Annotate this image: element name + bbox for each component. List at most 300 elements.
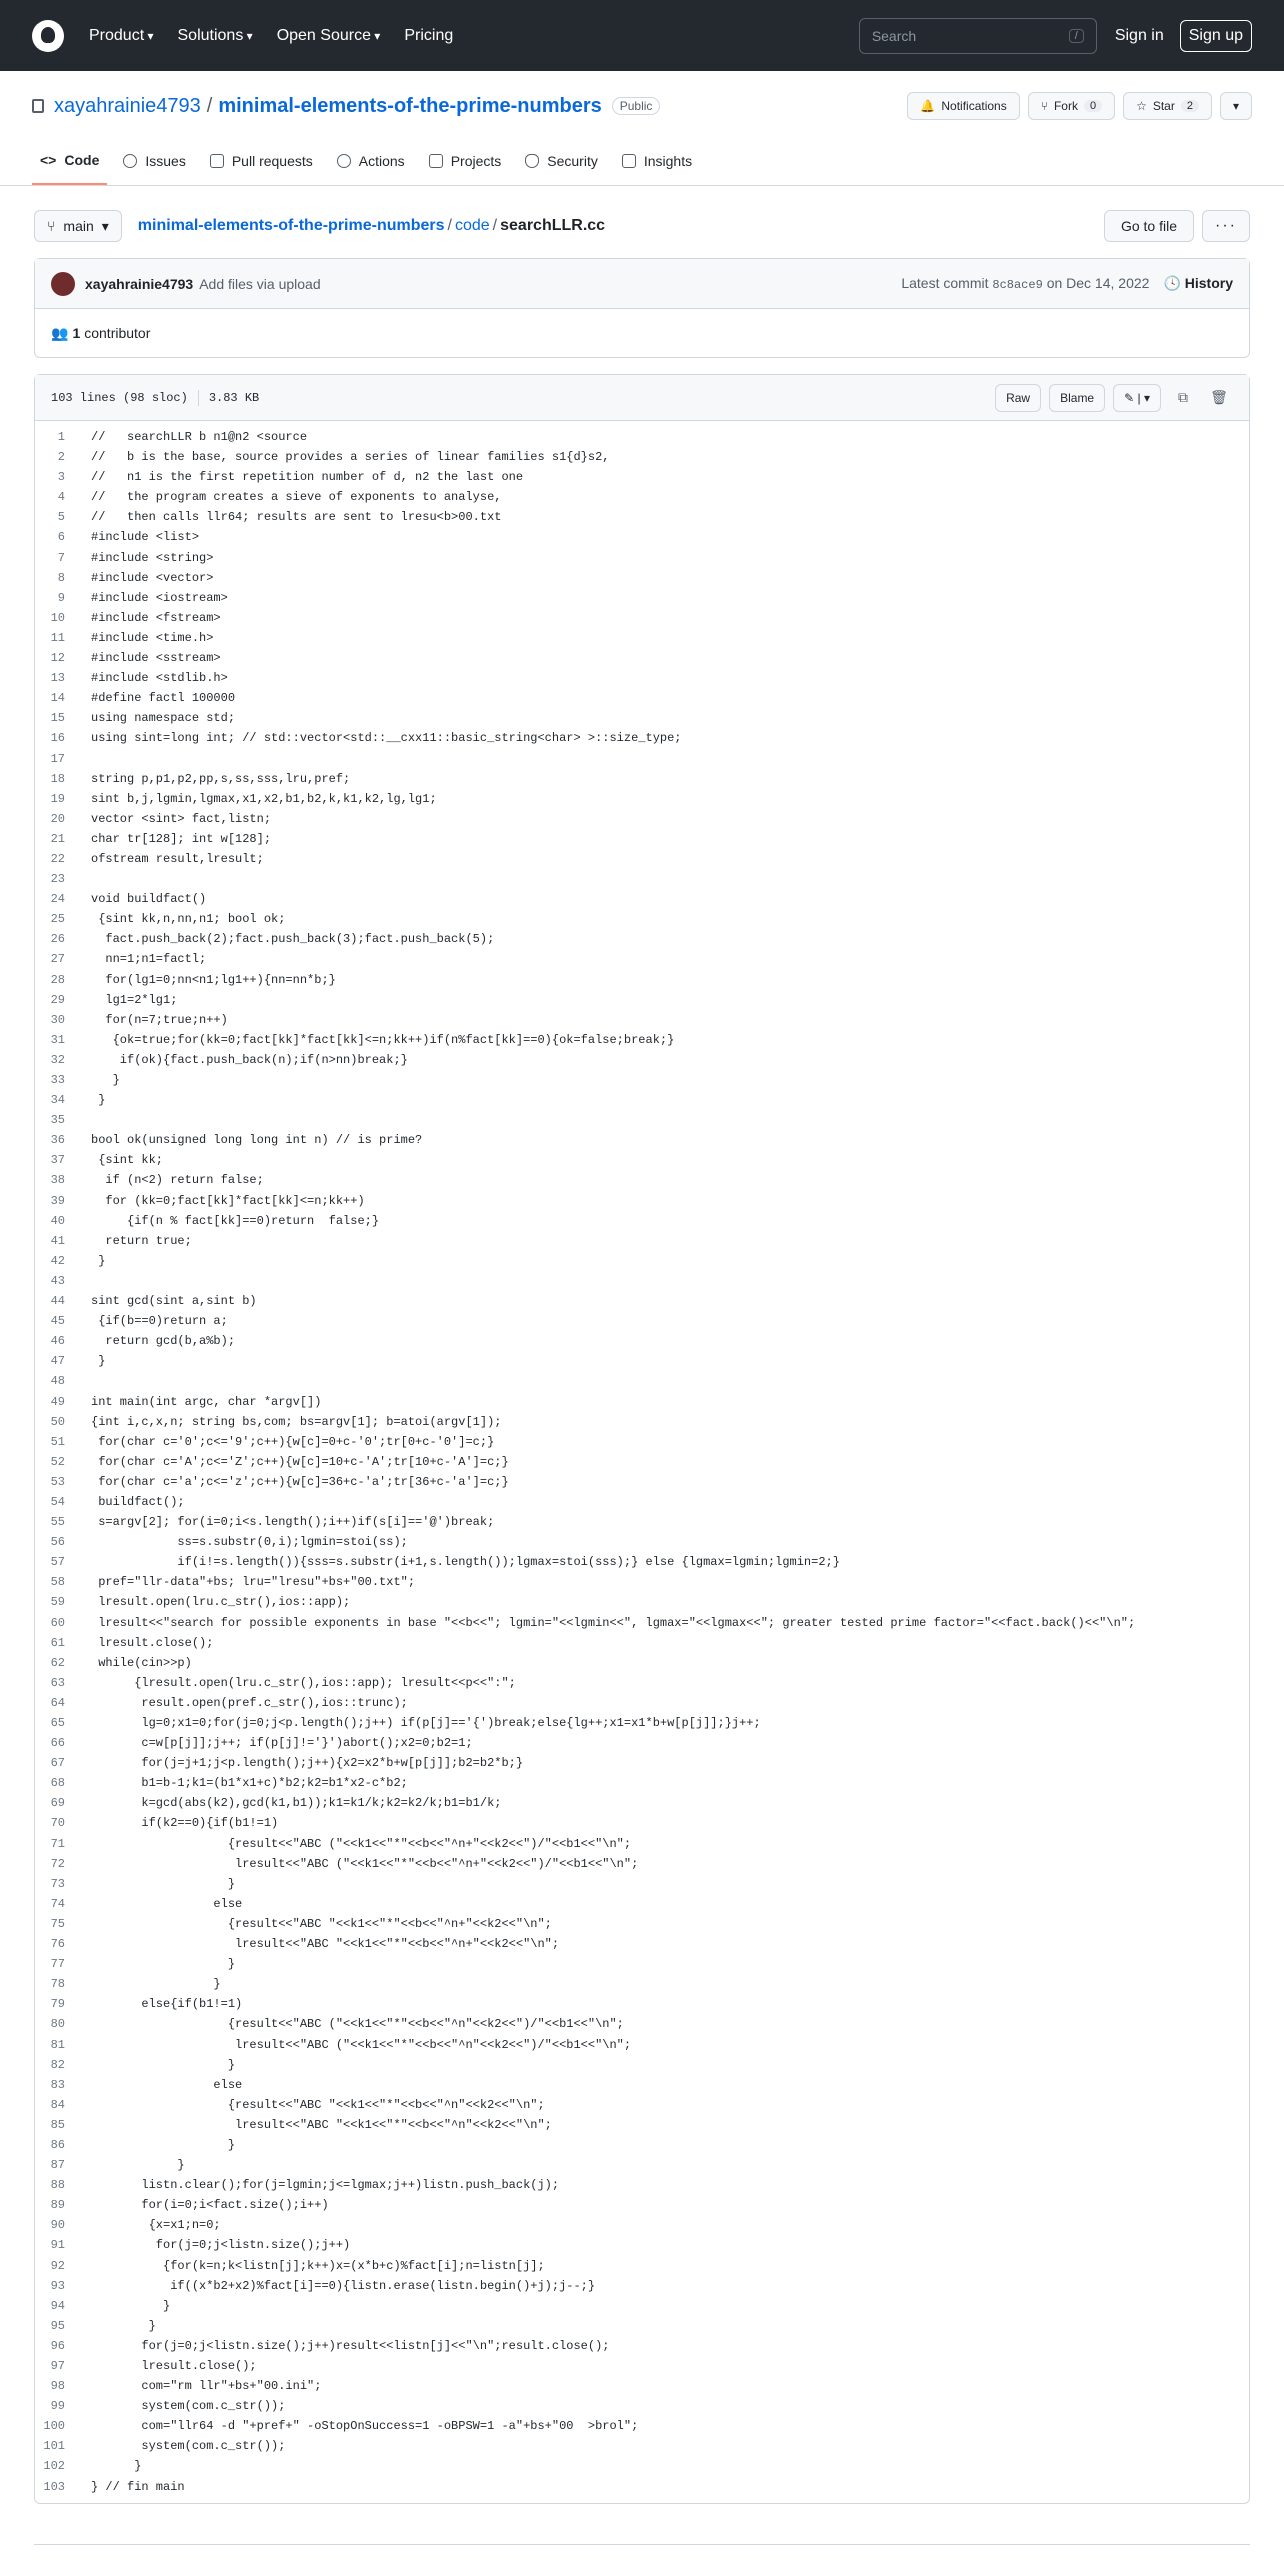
code-line	[35, 1050, 1249, 1070]
code-line	[35, 1532, 1249, 1552]
line-text: system(com.c_str());	[91, 2439, 286, 2454]
line-number[interactable]: 90	[50, 2218, 65, 2233]
line-number[interactable]: 27	[50, 952, 65, 967]
line-text: fact.push_back(2);fact.push_back(3);fact.push_back(5);	[91, 932, 495, 947]
line-number[interactable]: 94	[50, 2298, 65, 2313]
line-text: }	[91, 1354, 106, 1369]
commit-box	[34, 258, 1250, 358]
code-line	[35, 1793, 1249, 1813]
tab-label: Security	[547, 153, 598, 169]
tab-label: Code	[64, 152, 100, 168]
line-number[interactable]: 92	[50, 2258, 65, 2273]
tab-security[interactable]	[517, 137, 606, 185]
line-number[interactable]: 28	[50, 972, 65, 987]
code-line	[35, 2376, 1249, 2396]
latest-commit-info	[901, 275, 1149, 292]
copy-icon[interactable]: ⧉	[1178, 389, 1188, 405]
line-number[interactable]: 35	[50, 1113, 65, 1128]
line-text: // then calls llr64; results are sent to lresu<b>00.txt	[91, 510, 502, 525]
line-text	[75, 749, 91, 769]
line-text: for (kk=0;fact[kk]*fact[kk]<=n;kk++)	[91, 1193, 365, 1208]
line-text: if (n<2) return false;	[91, 1173, 264, 1188]
line-text: c=w[p[j]];j++; if(p[j]!='}')abort();x2=0;b2=1;	[91, 1736, 473, 1751]
line-number[interactable]: 86	[50, 2137, 65, 2152]
line-number[interactable]: 22	[50, 851, 65, 866]
line-text: {if(n % fact[kk]==0)return false;}	[91, 1213, 380, 1228]
line-number[interactable]: 82	[50, 2057, 65, 2072]
line-number[interactable]: 40	[50, 1213, 65, 1228]
code-lines	[35, 421, 1249, 2503]
code-line	[35, 2456, 1249, 2476]
branch-select[interactable]	[34, 210, 122, 242]
line-text: while(cin>>p)	[91, 1655, 192, 1670]
line-number[interactable]: 102	[43, 2459, 65, 2474]
line-number[interactable]: 93	[50, 2278, 65, 2293]
line-number[interactable]: 11	[50, 630, 65, 645]
code-line	[35, 1512, 1249, 1532]
line-number[interactable]: 70	[50, 1816, 65, 1831]
line-number[interactable]: 79	[50, 1997, 65, 2012]
star-button[interactable]	[1123, 92, 1212, 120]
line-text: lresult<<"search for possible exponents in base "<<b<<"; lgmin="<<lgmin<<", lgmax="<<lgmax<<"; greater tested prime factor="<<fact.back()<<"\n";	[91, 1615, 1136, 1630]
fork-button[interactable]	[1028, 92, 1115, 120]
line-number[interactable]: 44	[50, 1294, 65, 1309]
line-text: if(i!=s.length()){sss=s.substr(i+1,s.length());lgmax=stoi(sss);} else {lgmax=lgmin;lgmin=2;}	[91, 1555, 840, 1570]
more-options-button[interactable]: ···	[1202, 210, 1250, 242]
chevron-down-icon: ▾	[1143, 390, 1150, 405]
line-number[interactable]: 7	[57, 550, 65, 565]
nav-solutions[interactable]: Solutions ▾	[178, 27, 253, 45]
line-number[interactable]: 76	[50, 1937, 65, 1952]
code-line	[35, 1854, 1249, 1874]
line-text: {for(k=n;k<listn[j];k++)x=(x*b+c)%fact[i];n=listn[j];	[91, 2258, 545, 2273]
line-count: 103 lines (98 sloc)	[51, 390, 188, 405]
top-header	[0, 0, 1284, 71]
shield-icon	[525, 154, 539, 168]
line-text: #include <iostream>	[91, 590, 228, 605]
line-number[interactable]: 16	[50, 731, 65, 746]
line-text: }	[91, 1876, 236, 1891]
code-line	[35, 2095, 1249, 2115]
path-separator: /	[492, 217, 498, 234]
line-number[interactable]: 49	[50, 1394, 65, 1409]
line-text: {lresult.open(lru.c_str(),ios::app); lresult<<p<<":";	[91, 1675, 516, 1690]
line-number[interactable]: 9	[57, 590, 65, 605]
nav-open-source[interactable]: Open Source ▾	[277, 27, 381, 45]
commit-date: on Dec 14, 2022	[1046, 275, 1150, 291]
bell-icon: 🔔	[920, 99, 936, 113]
sign-up-button[interactable]: Sign up	[1180, 20, 1252, 52]
code-line	[35, 2235, 1249, 2255]
line-number[interactable]: 95	[50, 2318, 65, 2333]
line-text: system(com.c_str());	[91, 2399, 286, 2414]
code-line	[35, 1813, 1249, 1833]
line-number[interactable]: 24	[50, 892, 65, 907]
line-number[interactable]: 74	[50, 1896, 65, 1911]
code-line	[35, 1834, 1249, 1854]
line-number[interactable]: 62	[50, 1655, 65, 1670]
line-text: {result<<"ABC ("<<k1<<"*"<<b<<"^n+"<<k2<<")/"<<b1<<"\n";	[91, 1836, 632, 1851]
line-number[interactable]: 21	[50, 831, 65, 846]
code-line	[35, 869, 1249, 889]
line-number[interactable]: 38	[50, 1173, 65, 1188]
tab-code[interactable]	[32, 137, 107, 185]
line-number[interactable]: 84	[50, 2097, 65, 2112]
line-number[interactable]: 60	[50, 1615, 65, 1630]
line-number[interactable]: 75	[50, 1916, 65, 1931]
line-number[interactable]: 45	[50, 1314, 65, 1329]
line-text: return gcd(b,a%b);	[91, 1334, 236, 1349]
file-size: 3.83 KB	[208, 390, 260, 405]
code-line	[35, 628, 1249, 648]
line-text: #include <vector>	[91, 570, 214, 585]
code-icon: <>	[40, 152, 57, 168]
code-line	[35, 1552, 1249, 1572]
breadcrumb-dir[interactable]: code	[454, 217, 490, 234]
edit-button[interactable]: ✎ | ▾	[1113, 384, 1161, 412]
code-line	[35, 1653, 1249, 1673]
code-line	[35, 1713, 1249, 1733]
line-number[interactable]: 87	[50, 2158, 65, 2173]
pencil-icon: ✎	[1124, 390, 1135, 405]
code-line	[35, 1492, 1249, 1512]
line-number[interactable]: 51	[50, 1434, 65, 1449]
code-line	[35, 1030, 1249, 1050]
code-line	[35, 1090, 1249, 1110]
line-number[interactable]: 31	[50, 1032, 65, 1047]
code-line	[35, 1974, 1249, 1994]
line-number[interactable]: 88	[50, 2178, 65, 2193]
line-text: }	[91, 1073, 120, 1087]
code-line	[35, 2396, 1249, 2416]
line-number[interactable]: 15	[50, 711, 65, 726]
line-number[interactable]: 65	[50, 1716, 65, 1730]
line-number[interactable]: 61	[50, 1635, 65, 1650]
line-number[interactable]: 57	[50, 1555, 65, 1570]
line-number[interactable]: 71	[50, 1836, 65, 1851]
line-number[interactable]: 4	[57, 490, 65, 505]
line-text: }	[91, 2137, 236, 2152]
line-number[interactable]: 85	[50, 2117, 65, 2132]
commit-message[interactable]: Add files via upload	[199, 275, 321, 292]
line-number[interactable]: 36	[50, 1133, 65, 1148]
code-line	[35, 990, 1249, 1010]
line-text: b1=b-1;k1=(b1*x1+c)*b2;k2=b1*x2-c*b2;	[91, 1776, 408, 1791]
line-text: lresult.close();	[91, 1635, 214, 1650]
code-line	[35, 1572, 1249, 1592]
line-text: lresult<<"ABC "<<k1<<"*"<<b<<"^n"<<k2<<"\n";	[91, 2117, 552, 2132]
code-line	[35, 1432, 1249, 1452]
tab-actions[interactable]	[329, 137, 413, 185]
line-number[interactable]: 39	[50, 1193, 65, 1208]
code-line	[35, 1130, 1249, 1150]
trash-icon[interactable]: 🗑	[1210, 389, 1228, 405]
line-number[interactable]: 50	[50, 1414, 65, 1429]
contributor-count: 1	[72, 325, 81, 341]
line-number[interactable]: 89	[50, 2198, 65, 2213]
line-number[interactable]: 2	[57, 450, 65, 465]
line-number[interactable]: 69	[50, 1796, 65, 1811]
code-line	[35, 427, 1249, 447]
line-number[interactable]: 99	[50, 2399, 65, 2414]
code-line	[35, 2416, 1249, 2436]
line-number[interactable]: 59	[50, 1595, 65, 1610]
line-number[interactable]: 77	[50, 1957, 65, 1972]
main-nav	[89, 27, 453, 45]
raw-button[interactable]: Raw	[995, 384, 1041, 412]
line-number[interactable]: 18	[50, 771, 65, 786]
code-line	[35, 2014, 1249, 2034]
line-number[interactable]: 52	[50, 1454, 65, 1469]
history-button[interactable]	[1163, 275, 1233, 292]
tab-issues[interactable]	[115, 137, 193, 185]
line-number[interactable]: 58	[50, 1575, 65, 1590]
code-line	[35, 1110, 1249, 1130]
line-text: ss=s.substr(0,i);lgmin=stoi(ss);	[91, 1535, 408, 1550]
line-text: s=argv[2]; for(i=0;i<s.length();i++)if(s[i]=='@')break;	[91, 1515, 495, 1530]
fork-count: 0	[1084, 100, 1102, 112]
code-line	[35, 588, 1249, 608]
code-line	[35, 849, 1249, 869]
line-number[interactable]: 17	[50, 751, 65, 766]
line-number[interactable]: 12	[50, 651, 65, 666]
code-line	[35, 2175, 1249, 2195]
code-line	[35, 2215, 1249, 2235]
commit-author[interactable]: xayahrainie4793	[85, 275, 194, 292]
line-text: #include <sstream>	[91, 651, 221, 666]
line-number[interactable]: 13	[50, 671, 65, 686]
code-line	[35, 1914, 1249, 1934]
file-nav-bar	[34, 210, 1250, 242]
line-number[interactable]: 20	[50, 811, 65, 826]
branch-icon: ⑂	[47, 218, 56, 234]
line-text: pref="llr-data"+bs; lru="lresu"+bs+"00.txt";	[91, 1575, 416, 1590]
line-text: }	[91, 2057, 236, 2072]
code-line	[35, 1371, 1249, 1391]
code-line	[35, 1291, 1249, 1311]
code-line	[35, 2356, 1249, 2376]
code-line	[35, 507, 1249, 527]
line-number[interactable]: 26	[50, 932, 65, 947]
line-number[interactable]: 33	[50, 1073, 65, 1087]
code-line	[35, 648, 1249, 668]
code-line	[35, 789, 1249, 809]
line-number[interactable]: 3	[57, 470, 65, 485]
line-text: ofstream result,lresult;	[91, 851, 264, 866]
line-number[interactable]: 54	[50, 1494, 65, 1509]
tab-insights[interactable]	[614, 137, 700, 185]
search-shortcut-key: /	[1069, 29, 1084, 43]
line-number[interactable]: 1	[57, 430, 65, 444]
notifications-label: Notifications	[941, 99, 1007, 113]
line-number[interactable]: 53	[50, 1474, 65, 1489]
breadcrumb	[138, 217, 605, 235]
github-logo-icon[interactable]	[32, 20, 64, 52]
line-text: }	[91, 2459, 142, 2474]
line-text: {sint kk,n,nn,n1; bool ok;	[91, 912, 286, 927]
line-number[interactable]: 100	[43, 2419, 65, 2434]
line-text: }	[91, 2318, 156, 2333]
nav-pricing[interactable]: Pricing	[404, 26, 454, 44]
line-number[interactable]: 48	[50, 1374, 65, 1389]
line-number[interactable]: 101	[43, 2439, 65, 2454]
code-line	[35, 1472, 1249, 1492]
line-number[interactable]: 67	[50, 1756, 65, 1771]
line-number[interactable]: 29	[50, 992, 65, 1007]
code-line	[35, 1070, 1249, 1090]
line-number[interactable]: 91	[50, 2238, 65, 2253]
line-number[interactable]: 63	[50, 1675, 65, 1690]
line-number[interactable]: 72	[50, 1856, 65, 1871]
code-line	[35, 1733, 1249, 1753]
line-number[interactable]: 32	[50, 1052, 65, 1067]
line-text: lresult.open(lru.c_str(),ios::app);	[91, 1595, 351, 1610]
line-text: for(char c='a';c<='z';c++){w[c]=36+c-'a';tr[36+c-'a']=c;}	[91, 1474, 509, 1489]
tab-label: Insights	[643, 153, 693, 169]
nav-product[interactable]: Product ▾	[89, 27, 154, 45]
code-line	[35, 829, 1249, 849]
line-text: {x=x1;n=0;	[91, 2218, 221, 2233]
code-line	[35, 2075, 1249, 2095]
line-text: }	[91, 1957, 236, 1972]
code-line	[35, 2477, 1249, 2497]
contributors	[35, 309, 1249, 357]
repo-header	[0, 71, 1284, 186]
tab-pull-requests[interactable]	[202, 137, 321, 185]
line-text: sint b,j,lgmin,lgmax,x1,x2,b1,b2,k,k1,k2,lg,lg1;	[91, 791, 437, 806]
line-number[interactable]: 30	[50, 1012, 65, 1027]
line-number[interactable]: 56	[50, 1535, 65, 1550]
line-text: com="llr64 -d "+pref+" -oStopOnSuccess=1 -oBPSW=1 -a"+bs+"00 >brol";	[91, 2419, 639, 2434]
line-number[interactable]: 14	[50, 691, 65, 706]
repo-tabs	[32, 137, 1252, 185]
code-line	[35, 1592, 1249, 1612]
line-number[interactable]: 83	[50, 2077, 65, 2092]
line-text: // the program creates a sieve of exponents to analyse,	[91, 490, 502, 505]
line-text: if(k2==0){if(b1!=1)	[91, 1816, 279, 1831]
line-text: #include <string>	[91, 550, 214, 565]
line-text: sint gcd(sint a,sint b)	[91, 1294, 257, 1309]
line-number[interactable]: 64	[50, 1695, 65, 1710]
blame-button[interactable]: Blame	[1049, 384, 1105, 412]
code-line	[35, 949, 1249, 969]
line-text: if(ok){fact.push_back(n);if(n>nn)break;}	[91, 1052, 408, 1067]
line-text: {sint kk;	[91, 1153, 164, 1168]
history-label: History	[1184, 275, 1233, 291]
line-number[interactable]: 103	[43, 2479, 65, 2494]
line-text: for(j=j+1;j<p.length();j++){x2=x2*b+w[p[j]];b2=b2*b;}	[91, 1756, 524, 1771]
line-number[interactable]: 19	[50, 791, 65, 806]
line-text: }	[91, 2158, 185, 2173]
line-number[interactable]: 5	[57, 510, 65, 525]
line-number[interactable]: 34	[50, 1093, 65, 1108]
notifications-button[interactable]	[907, 92, 1019, 120]
line-number[interactable]: 78	[50, 1977, 65, 1992]
play-icon	[337, 154, 351, 168]
line-number[interactable]: 25	[50, 912, 65, 927]
code-line	[35, 2115, 1249, 2135]
line-text: #include <fstream>	[91, 610, 221, 625]
repo-owner-link[interactable]: xayahrainie4793	[54, 94, 201, 117]
line-text: result.open(pref.c_str(),ios::trunc);	[91, 1695, 408, 1710]
contributor-label[interactable]: contributor	[84, 325, 151, 341]
line-text: using namespace std;	[91, 711, 236, 726]
line-number[interactable]: 46	[50, 1334, 65, 1349]
line-text: string p,p1,p2,pp,s,ss,sss,lru,pref;	[91, 771, 351, 786]
code-line	[35, 970, 1249, 990]
line-number[interactable]: 96	[50, 2338, 65, 2353]
star-label: Star	[1152, 99, 1175, 113]
line-number[interactable]: 55	[50, 1515, 65, 1530]
code-line	[35, 1954, 1249, 1974]
code-line	[35, 2195, 1249, 2215]
code-line	[35, 2135, 1249, 2155]
line-text: lresult<<"ABC ("<<k1<<"*"<<b<<"^n+"<<k2<<")/"<<b1<<"\n";	[91, 1856, 639, 1871]
tab-label: Issues	[145, 153, 186, 169]
star-dropdown-button[interactable]	[1220, 92, 1252, 120]
line-number[interactable]: 68	[50, 1776, 65, 1791]
tab-label: Actions	[358, 153, 405, 169]
line-text: }	[91, 1253, 106, 1268]
line-number[interactable]: 73	[50, 1876, 65, 1891]
line-number[interactable]: 8	[57, 570, 65, 585]
line-number[interactable]: 43	[50, 1273, 65, 1288]
code-line	[35, 728, 1249, 748]
code-line	[35, 1271, 1249, 1291]
line-text: for(j=0;j<listn.size();j++)result<<listn[j]<<"\n";result.close();	[91, 2338, 610, 2353]
commit-sha[interactable]: 8c8ace9	[992, 278, 1043, 292]
line-text: #define factl 100000	[91, 691, 236, 706]
line-number[interactable]: 6	[57, 530, 65, 545]
line-number[interactable]: 97	[50, 2359, 65, 2373]
tab-projects[interactable]	[421, 137, 510, 185]
line-number[interactable]: 80	[50, 2017, 65, 2032]
line-text: {result<<"ABC "<<k1<<"*"<<b<<"^n"<<k2<<"\n";	[91, 2097, 545, 2112]
line-number[interactable]: 81	[50, 2037, 65, 2052]
repo-name-link[interactable]: minimal-elements-of-the-prime-numbers	[218, 94, 602, 117]
line-text: using sint=long int; // std::vector<std::__cxx11::basic_string<char> >::size_type;	[91, 731, 682, 746]
line-text: com="rm llr"+bs+"00.ini";	[91, 2379, 322, 2394]
line-text: else	[91, 1896, 243, 1911]
code-line	[35, 708, 1249, 728]
line-number[interactable]: 47	[50, 1354, 65, 1369]
line-number[interactable]: 23	[50, 872, 65, 887]
go-to-file-button[interactable]: Go to file	[1104, 210, 1194, 242]
path-separator: /	[447, 217, 452, 234]
line-number[interactable]: 10	[50, 610, 65, 625]
breadcrumb-repo[interactable]: minimal-elements-of-the-prime-numbers	[137, 217, 445, 234]
line-number[interactable]: 37	[50, 1153, 65, 1168]
line-number[interactable]: 41	[50, 1233, 65, 1248]
sign-in-link[interactable]: Sign in	[1114, 26, 1164, 44]
code-line	[35, 1412, 1249, 1432]
avatar[interactable]	[51, 272, 75, 296]
latest-commit-label: Latest commit	[901, 275, 989, 291]
code-line	[35, 467, 1249, 487]
code-line	[35, 2276, 1249, 2296]
search-input[interactable]	[859, 18, 1097, 54]
line-number[interactable]: 98	[50, 2379, 65, 2394]
line-text: buildfact();	[91, 1494, 185, 1509]
code-line	[35, 749, 1249, 769]
code-line	[35, 548, 1249, 568]
line-number[interactable]: 42	[50, 1253, 65, 1268]
code-viewer	[34, 374, 1250, 2504]
line-number[interactable]: 66	[50, 1736, 65, 1751]
code-line	[35, 1392, 1249, 1412]
line-text: void buildfact()	[91, 892, 207, 907]
branch-name: main	[63, 218, 94, 234]
